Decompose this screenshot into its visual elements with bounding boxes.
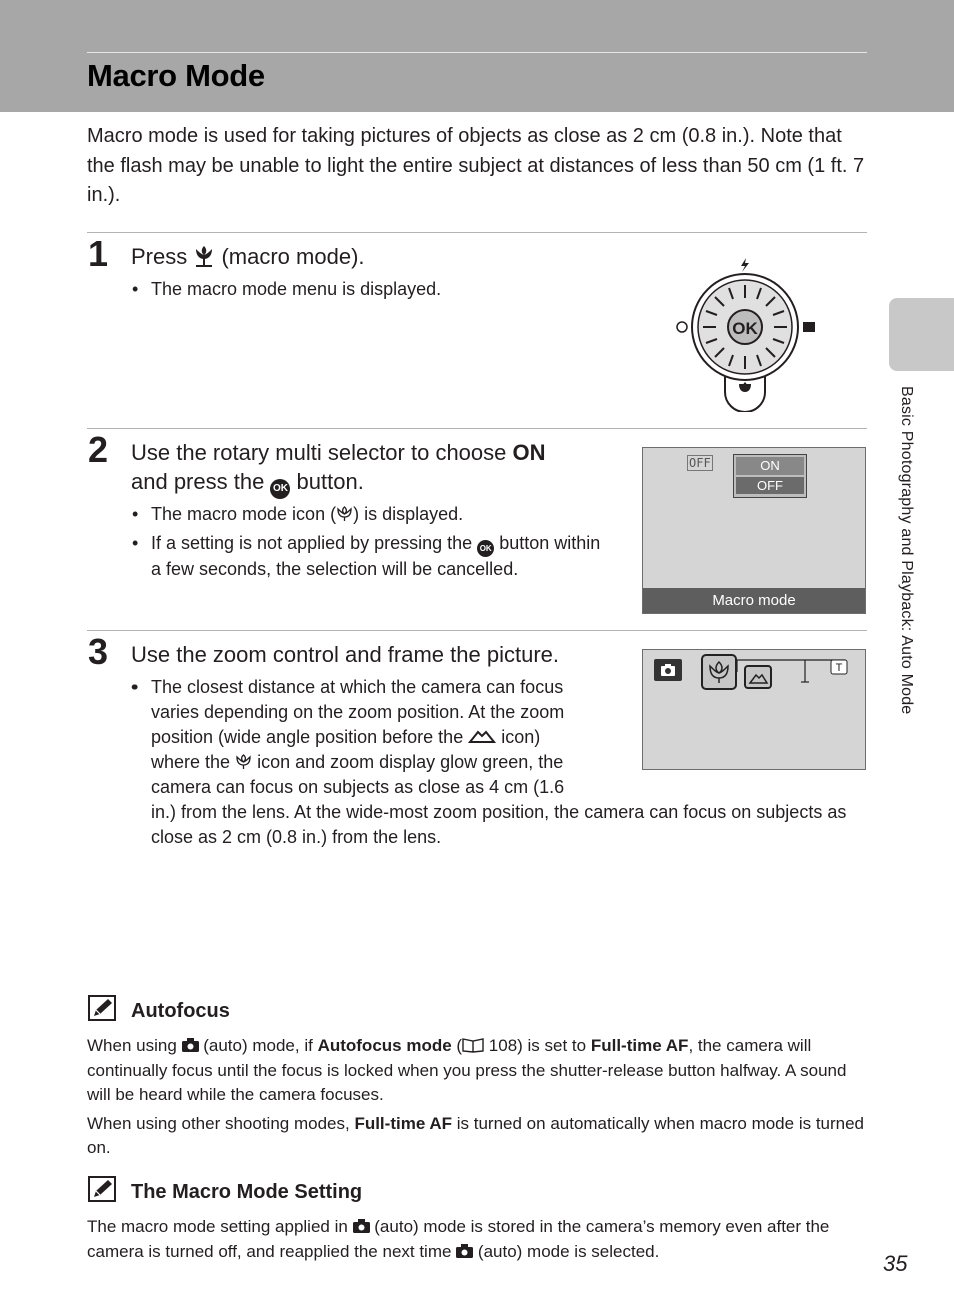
step-title-text: Use the rotary multi selector to choose [131, 440, 513, 465]
page-number: 35 [883, 1251, 908, 1276]
note-text: (auto) mode, if [198, 1036, 318, 1055]
page-header [0, 0, 954, 112]
note-bold: Autofocus mode [317, 1036, 452, 1055]
zoom-indicator-bar [735, 656, 855, 690]
intro-text: Macro mode is used for taking pictures of objects as close as 2 cm (0.8 in.). Note that the flash may be unable to light the entire subject at distances of less than 50 cm (1 ft. 7 in.). [87, 125, 865, 206]
note-pencil-icon [88, 995, 116, 1021]
step-title-text: and press the [131, 469, 271, 494]
note-text: (auto) mode is stored in the camera’s memory even after the camera is turned off, and reapplied the next time [87, 1217, 830, 1261]
ok-button-icon: OK [477, 540, 494, 557]
macro-icon [235, 753, 252, 771]
zoom-display-screen [642, 649, 866, 770]
note-paragraph [87, 1034, 872, 1108]
macro-mode-indicator-icon [701, 654, 737, 690]
bullet-item [131, 531, 611, 582]
rotary-multi-selector-illustration [670, 252, 820, 412]
note-bold: Full-time AF [354, 1113, 453, 1133]
bullet-item [131, 502, 611, 527]
step-title-bold: ON [512, 440, 546, 465]
note-pencil-icon [88, 1176, 116, 1202]
step-1-title [131, 242, 365, 271]
step-number: 1 [88, 233, 109, 274]
note-body [87, 1034, 872, 1165]
note-text: , the camera will continually focus until the focus is locked when you press the shutter-release button halfway. A sound will be heard while the camera focuses. [87, 1036, 847, 1104]
bullet-text: button within a few seconds, the selection will be cancelled. [151, 533, 601, 579]
note-paragraph [87, 1215, 872, 1264]
step-2-title [131, 438, 611, 499]
note-text: (auto) mode is selected. [473, 1241, 660, 1261]
step-title-text: Press [131, 244, 194, 269]
header-rule [87, 52, 867, 53]
camera-icon [182, 1038, 199, 1052]
note-text: When using other shooting modes, [87, 1113, 355, 1133]
macro-icon [193, 244, 215, 268]
note-text: ( [451, 1036, 463, 1055]
bullet-text: ) is displayed. [353, 504, 464, 524]
note-text: 108) is set to [484, 1036, 591, 1055]
note-text: is turned on automatically when macro mode is turned on. [87, 1113, 865, 1157]
side-section-title: Basic Photography and Playback: Auto Mode [898, 386, 915, 715]
bullet-text: icon and zoom display glow green, the camera can focus on subjects as close as 4 cm (1.6 in.) from the lens. At the wide-most zoom position, the camera can focus on subjects as close as 2 cm (0.8 in.) from the lens. [151, 752, 847, 847]
note-text: The macro mode setting applied in [87, 1217, 353, 1236]
step-2-bullets [131, 502, 611, 586]
note-title: The Macro Mode Setting [131, 1181, 363, 1203]
zoom-tele-label: T [835, 662, 843, 674]
note-bold: Full-time AF [590, 1036, 689, 1055]
menu-option-off[interactable]: OFF [736, 477, 804, 494]
step-title-text: button. [290, 469, 364, 494]
note-body [87, 1215, 872, 1268]
auto-mode-camera-icon [654, 659, 682, 681]
camera-icon [353, 1219, 370, 1233]
note-text: When using [87, 1036, 182, 1055]
bullet-text: icon) where the [151, 727, 541, 772]
macro-icon [336, 505, 353, 523]
book-reference-icon [462, 1037, 484, 1053]
camera-icon [456, 1244, 473, 1258]
step-3-title: Use the zoom control and frame the picture. [131, 642, 559, 667]
step-divider [87, 630, 867, 631]
screen-label: Macro mode [643, 588, 865, 613]
bullet-text: The macro mode icon ( [151, 504, 337, 524]
macro-menu-popup [733, 454, 807, 498]
step-divider [87, 232, 867, 233]
macro-off-indicator-icon: OFF [689, 456, 711, 470]
step-divider [87, 428, 867, 429]
page-title: Macro Mode [87, 58, 265, 93]
step-title-text: (macro mode). [215, 244, 365, 269]
bullet-item: • The macro mode menu is displayed. [131, 277, 441, 302]
step-number: 2 [88, 429, 109, 470]
side-tab [889, 298, 954, 371]
ok-label: OK [732, 319, 758, 338]
step-1-bullets [131, 277, 441, 306]
step-number: 3 [88, 631, 109, 672]
bullet-text: If a setting is not applied by pressing the [151, 533, 478, 553]
ok-button-icon: OK [270, 479, 290, 499]
mountain-icon [468, 728, 496, 744]
menu-option-on[interactable]: ON [736, 457, 804, 475]
note-title: Autofocus [131, 1000, 230, 1022]
macro-menu-screen [642, 447, 866, 614]
bullet-marker: • [131, 677, 138, 697]
note-paragraph [87, 1112, 872, 1161]
bullet-text: The closest distance at which the camera can focus varies depending on the zoom position. At the zoom position (wide angle position before the [151, 677, 565, 747]
